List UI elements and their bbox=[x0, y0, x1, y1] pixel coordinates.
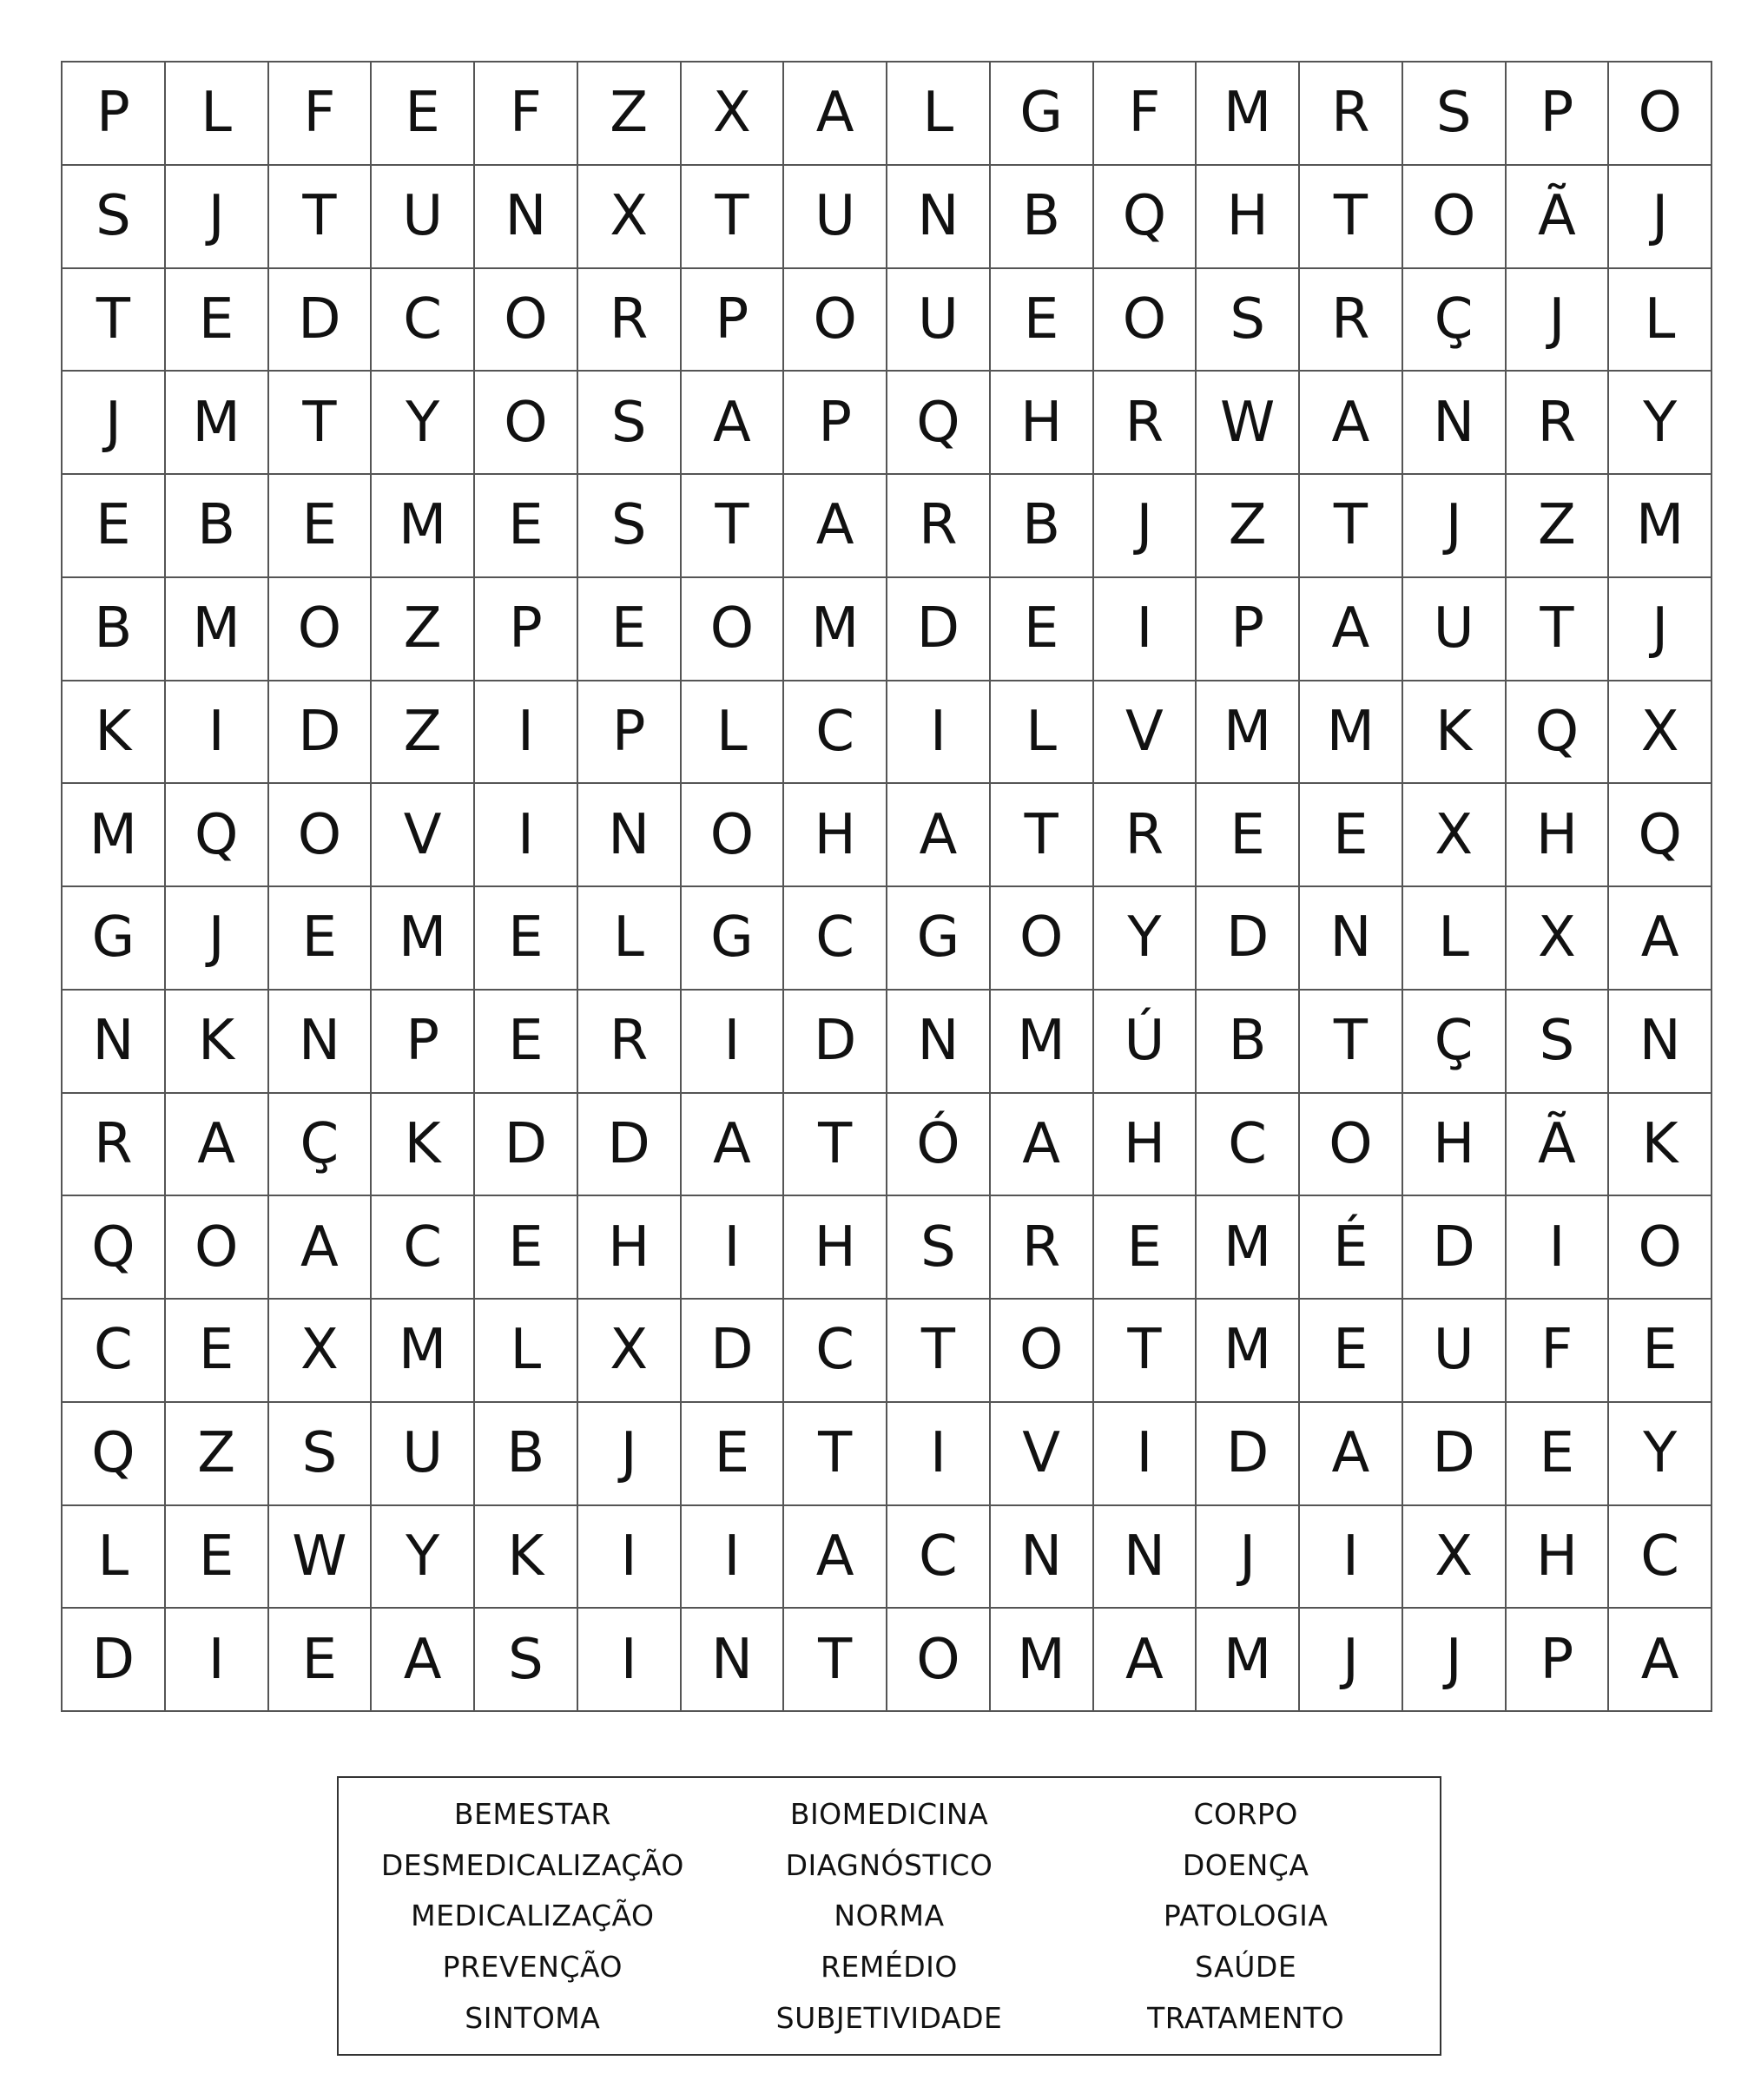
grid-cell[interactable]: D bbox=[887, 578, 991, 681]
grid-cell[interactable]: O bbox=[1094, 269, 1197, 372]
grid-cell[interactable]: C bbox=[887, 1506, 991, 1610]
grid-cell[interactable]: T bbox=[887, 1300, 991, 1403]
grid-cell[interactable]: U bbox=[887, 269, 991, 372]
word-bank-item: SINTOMA bbox=[465, 2001, 601, 2036]
grid-cell[interactable]: I bbox=[1094, 1403, 1197, 1506]
grid-cell[interactable]: A bbox=[991, 1094, 1094, 1197]
grid-cell[interactable]: X bbox=[269, 1300, 373, 1403]
word-bank-item: SAÚDE bbox=[1195, 1950, 1297, 1985]
grid-cell[interactable]: X bbox=[1507, 887, 1610, 991]
grid-cell[interactable]: Q bbox=[1507, 681, 1610, 785]
grid-cell[interactable]: E bbox=[166, 1506, 269, 1610]
grid-cell[interactable]: Q bbox=[166, 784, 269, 887]
grid-cell[interactable]: G bbox=[682, 887, 785, 991]
grid-cell[interactable]: T bbox=[1300, 475, 1403, 578]
grid-cell[interactable]: H bbox=[784, 784, 887, 887]
grid-cell[interactable]: H bbox=[784, 1196, 887, 1300]
grid-cell[interactable]: L bbox=[682, 681, 785, 785]
grid-cell[interactable]: P bbox=[1507, 63, 1610, 166]
grid-cell[interactable]: A bbox=[269, 1196, 373, 1300]
grid-cell[interactable]: I bbox=[1300, 1506, 1403, 1610]
grid-cell[interactable]: R bbox=[578, 269, 682, 372]
grid-cell[interactable]: I bbox=[166, 681, 269, 785]
grid-cell[interactable]: T bbox=[269, 166, 373, 269]
word-bank-item: DOENÇA bbox=[1182, 1847, 1309, 1882]
grid-cell[interactable]: E bbox=[475, 887, 578, 991]
grid-cell[interactable]: E bbox=[682, 1403, 785, 1506]
grid-cell[interactable]: D bbox=[1403, 1403, 1507, 1506]
grid-cell[interactable]: M bbox=[1197, 63, 1300, 166]
grid-cell[interactable]: V bbox=[1094, 681, 1197, 785]
word-bank-item: PREVENÇÃO bbox=[442, 1950, 623, 1985]
grid-cell[interactable]: N bbox=[1094, 1506, 1197, 1610]
grid-cell[interactable]: C bbox=[784, 681, 887, 785]
word-bank-item: REMÉDIO bbox=[821, 1950, 958, 1985]
grid-cell[interactable]: J bbox=[1507, 269, 1610, 372]
grid-cell[interactable]: M bbox=[63, 784, 166, 887]
grid-cell[interactable]: Y bbox=[372, 1506, 475, 1610]
grid-cell[interactable]: K bbox=[1609, 1094, 1712, 1197]
grid-cell[interactable]: Z bbox=[372, 578, 475, 681]
grid-cell[interactable]: Q bbox=[887, 372, 991, 475]
grid-cell[interactable]: D bbox=[63, 1609, 166, 1712]
grid-cell[interactable]: U bbox=[372, 1403, 475, 1506]
grid-cell[interactable]: J bbox=[1609, 166, 1712, 269]
grid-cell[interactable]: B bbox=[991, 475, 1094, 578]
grid-cell[interactable]: I bbox=[682, 1506, 785, 1610]
grid-cell[interactable]: E bbox=[63, 475, 166, 578]
grid-cell[interactable]: S bbox=[578, 475, 682, 578]
grid-cell[interactable]: A bbox=[1609, 887, 1712, 991]
grid-cell[interactable]: A bbox=[887, 784, 991, 887]
grid-cell[interactable]: Q bbox=[1609, 784, 1712, 887]
grid-cell[interactable]: O bbox=[784, 269, 887, 372]
grid-cell[interactable]: N bbox=[887, 991, 991, 1094]
grid-cell[interactable]: U bbox=[784, 166, 887, 269]
grid-cell[interactable]: Q bbox=[63, 1196, 166, 1300]
grid-cell[interactable]: C bbox=[1609, 1506, 1712, 1610]
grid-cell[interactable]: Z bbox=[372, 681, 475, 785]
grid-cell[interactable]: Y bbox=[372, 372, 475, 475]
grid-cell[interactable]: S bbox=[578, 372, 682, 475]
grid-cell[interactable]: B bbox=[166, 475, 269, 578]
grid-cell[interactable]: F bbox=[1094, 63, 1197, 166]
grid-cell[interactable]: A bbox=[784, 63, 887, 166]
word-bank-item: NORMA bbox=[834, 1899, 945, 1933]
grid-cell[interactable]: H bbox=[991, 372, 1094, 475]
grid-cell[interactable]: X bbox=[1403, 1506, 1507, 1610]
grid-cell[interactable]: A bbox=[682, 1094, 785, 1197]
grid-cell[interactable]: Z bbox=[578, 63, 682, 166]
grid-cell[interactable]: N bbox=[1609, 991, 1712, 1094]
grid-cell[interactable]: O bbox=[991, 887, 1094, 991]
grid-cell[interactable]: T bbox=[784, 1403, 887, 1506]
grid-cell[interactable]: K bbox=[63, 681, 166, 785]
grid-cell[interactable]: Ã bbox=[1507, 1094, 1610, 1197]
grid-cell[interactable]: E bbox=[1300, 1300, 1403, 1403]
grid-cell[interactable]: M bbox=[166, 372, 269, 475]
grid-cell[interactable]: M bbox=[1197, 1609, 1300, 1712]
grid-cell[interactable]: G bbox=[63, 887, 166, 991]
grid-cell[interactable]: S bbox=[1403, 63, 1507, 166]
grid-cell[interactable]: W bbox=[269, 1506, 373, 1610]
grid-cell[interactable]: L bbox=[578, 887, 682, 991]
word-bank-item: DESMEDICALIZAÇÃO bbox=[380, 1847, 684, 1882]
grid-cell[interactable]: M bbox=[991, 1609, 1094, 1712]
grid-cell[interactable]: N bbox=[475, 166, 578, 269]
grid-cell[interactable]: D bbox=[1403, 1196, 1507, 1300]
grid-cell[interactable]: L bbox=[991, 681, 1094, 785]
grid-cell[interactable]: A bbox=[1300, 1403, 1403, 1506]
grid-cell[interactable]: D bbox=[682, 1300, 785, 1403]
grid-cell[interactable]: N bbox=[578, 784, 682, 887]
grid-cell[interactable]: A bbox=[372, 1609, 475, 1712]
grid-cell[interactable]: E bbox=[269, 475, 373, 578]
grid-cell[interactable]: J bbox=[1403, 475, 1507, 578]
grid-cell[interactable]: Y bbox=[1094, 887, 1197, 991]
grid-cell[interactable]: G bbox=[887, 887, 991, 991]
grid-cell[interactable]: M bbox=[1197, 681, 1300, 785]
grid-cell[interactable]: T bbox=[991, 784, 1094, 887]
grid-cell[interactable]: E bbox=[991, 269, 1094, 372]
grid-cell[interactable]: E bbox=[1507, 1403, 1610, 1506]
grid-cell[interactable]: F bbox=[475, 63, 578, 166]
grid-cell[interactable]: F bbox=[269, 63, 373, 166]
grid-cell[interactable]: X bbox=[1609, 681, 1712, 785]
grid-cell[interactable]: L bbox=[166, 63, 269, 166]
grid-cell[interactable]: O bbox=[1403, 166, 1507, 269]
grid-cell[interactable]: A bbox=[166, 1094, 269, 1197]
grid-cell[interactable]: H bbox=[1094, 1094, 1197, 1197]
letter-grid bbox=[61, 61, 1712, 1712]
grid-cell[interactable]: D bbox=[269, 681, 373, 785]
grid-cell[interactable]: N bbox=[682, 1609, 785, 1712]
grid-cell[interactable]: N bbox=[1300, 887, 1403, 991]
grid-cell[interactable]: A bbox=[784, 1506, 887, 1610]
grid-cell[interactable]: A bbox=[1609, 1609, 1712, 1712]
grid-cell[interactable]: C bbox=[784, 1300, 887, 1403]
grid-cell[interactable]: V bbox=[372, 784, 475, 887]
grid-cell[interactable]: I bbox=[887, 1403, 991, 1506]
grid-cell[interactable]: O bbox=[475, 372, 578, 475]
grid-cell[interactable]: T bbox=[1300, 166, 1403, 269]
grid-cell[interactable]: O bbox=[166, 1196, 269, 1300]
grid-cell[interactable]: X bbox=[1403, 784, 1507, 887]
grid-cell[interactable]: F bbox=[1507, 1300, 1610, 1403]
grid-cell[interactable]: Ç bbox=[1403, 991, 1507, 1094]
grid-cell[interactable]: T bbox=[682, 166, 785, 269]
grid-cell[interactable]: E bbox=[166, 269, 269, 372]
grid-cell[interactable]: R bbox=[991, 1196, 1094, 1300]
grid-cell[interactable]: L bbox=[1609, 269, 1712, 372]
grid-cell[interactable]: R bbox=[1300, 269, 1403, 372]
grid-cell[interactable]: C bbox=[1197, 1094, 1300, 1197]
word-bank-item: TRATAMENTO bbox=[1147, 2001, 1345, 2036]
grid-cell[interactable]: M bbox=[1197, 1300, 1300, 1403]
word-bank-item: PATOLOGIA bbox=[1163, 1899, 1329, 1933]
grid-cell[interactable]: J bbox=[166, 887, 269, 991]
grid-cell[interactable]: B bbox=[991, 166, 1094, 269]
grid-cell[interactable]: Ç bbox=[269, 1094, 373, 1197]
grid-cell[interactable]: A bbox=[1300, 578, 1403, 681]
grid-cell[interactable]: M bbox=[1609, 475, 1712, 578]
grid-cell[interactable]: C bbox=[784, 887, 887, 991]
grid-cell[interactable]: Z bbox=[166, 1403, 269, 1506]
grid-cell[interactable]: M bbox=[372, 1300, 475, 1403]
grid-cell[interactable]: J bbox=[1300, 1609, 1403, 1712]
grid-cell[interactable]: S bbox=[63, 166, 166, 269]
grid-cell[interactable]: K bbox=[372, 1094, 475, 1197]
grid-cell[interactable]: A bbox=[784, 475, 887, 578]
grid-cell[interactable]: M bbox=[1197, 1196, 1300, 1300]
grid-cell[interactable]: D bbox=[784, 991, 887, 1094]
grid-cell[interactable]: Z bbox=[1197, 475, 1300, 578]
grid-cell[interactable]: I bbox=[1507, 1196, 1610, 1300]
grid-cell[interactable]: Q bbox=[1094, 166, 1197, 269]
grid-cell[interactable]: M bbox=[166, 578, 269, 681]
grid-cell[interactable]: E bbox=[166, 1300, 269, 1403]
grid-cell[interactable]: O bbox=[269, 578, 373, 681]
word-bank-item: SUBJETIVIDADE bbox=[775, 2001, 1003, 2036]
grid-cell[interactable]: T bbox=[682, 475, 785, 578]
grid-cell[interactable]: B bbox=[63, 578, 166, 681]
grid-cell[interactable]: E bbox=[1197, 784, 1300, 887]
grid-cell[interactable]: N bbox=[991, 1506, 1094, 1610]
word-bank-item: MEDICALIZAÇÃO bbox=[411, 1899, 655, 1933]
grid-cell[interactable]: R bbox=[1300, 63, 1403, 166]
grid-cell[interactable]: I bbox=[475, 681, 578, 785]
grid-cell[interactable]: E bbox=[578, 578, 682, 681]
word-bank-item: BEMESTAR bbox=[453, 1796, 611, 1831]
grid-cell[interactable]: R bbox=[1094, 784, 1197, 887]
grid-cell[interactable]: Ú bbox=[1094, 991, 1197, 1094]
grid-cell[interactable]: E bbox=[1300, 784, 1403, 887]
grid-cell[interactable]: G bbox=[991, 63, 1094, 166]
grid-cell[interactable]: E bbox=[1609, 1300, 1712, 1403]
grid-cell[interactable]: Q bbox=[63, 1403, 166, 1506]
grid-cell[interactable]: C bbox=[372, 269, 475, 372]
grid-cell[interactable]: R bbox=[63, 1094, 166, 1197]
grid-cell[interactable]: M bbox=[784, 578, 887, 681]
grid-cell[interactable]: I bbox=[578, 1506, 682, 1610]
grid-cell[interactable]: R bbox=[1507, 372, 1610, 475]
grid-cell[interactable]: Y bbox=[1609, 1403, 1712, 1506]
grid-cell[interactable]: S bbox=[887, 1196, 991, 1300]
grid-cell[interactable]: K bbox=[166, 991, 269, 1094]
grid-cell[interactable]: R bbox=[1094, 372, 1197, 475]
grid-cell[interactable]: P bbox=[578, 681, 682, 785]
word-bank-item: CORPO bbox=[1193, 1796, 1298, 1831]
grid-cell[interactable]: I bbox=[166, 1609, 269, 1712]
grid-cell[interactable]: D bbox=[269, 269, 373, 372]
grid-cell[interactable]: E bbox=[991, 578, 1094, 681]
grid-cell[interactable]: P bbox=[1507, 1609, 1610, 1712]
grid-cell[interactable]: O bbox=[682, 784, 785, 887]
grid-cell[interactable]: V bbox=[991, 1403, 1094, 1506]
grid-cell[interactable]: L bbox=[63, 1506, 166, 1610]
grid-cell[interactable]: J bbox=[1094, 475, 1197, 578]
grid-cell[interactable]: P bbox=[63, 63, 166, 166]
grid-cell[interactable]: E bbox=[269, 887, 373, 991]
grid-cell[interactable]: J bbox=[63, 372, 166, 475]
grid-cell[interactable]: T bbox=[1300, 991, 1403, 1094]
grid-cell[interactable]: D bbox=[1197, 887, 1300, 991]
grid-cell[interactable]: K bbox=[475, 1506, 578, 1610]
grid-cell[interactable]: B bbox=[1197, 991, 1300, 1094]
grid-cell[interactable]: P bbox=[682, 269, 785, 372]
grid-cell[interactable]: A bbox=[1094, 1609, 1197, 1712]
grid-cell[interactable]: J bbox=[166, 166, 269, 269]
grid-cell[interactable]: I bbox=[578, 1609, 682, 1712]
grid-cell[interactable]: B bbox=[475, 1403, 578, 1506]
grid-cell[interactable]: L bbox=[887, 63, 991, 166]
grid-cell[interactable]: U bbox=[1403, 1300, 1507, 1403]
grid-cell[interactable]: Ç bbox=[1403, 269, 1507, 372]
grid-cell[interactable]: M bbox=[372, 475, 475, 578]
word-bank-item: BIOMEDICINA bbox=[789, 1796, 989, 1831]
grid-cell[interactable]: O bbox=[1300, 1094, 1403, 1197]
grid-cell[interactable]: H bbox=[1403, 1094, 1507, 1197]
grid-cell[interactable]: Ó bbox=[887, 1094, 991, 1197]
grid-cell[interactable]: S bbox=[1197, 269, 1300, 372]
grid-cell[interactable]: X bbox=[578, 1300, 682, 1403]
grid-cell[interactable]: S bbox=[475, 1609, 578, 1712]
grid-cell[interactable]: M bbox=[1300, 681, 1403, 785]
grid-cell[interactable]: O bbox=[682, 578, 785, 681]
grid-cell[interactable]: S bbox=[1507, 991, 1610, 1094]
grid-cell[interactable]: R bbox=[578, 991, 682, 1094]
grid-cell[interactable]: T bbox=[269, 372, 373, 475]
grid-cell[interactable]: O bbox=[887, 1609, 991, 1712]
grid-cell[interactable]: E bbox=[475, 991, 578, 1094]
grid-cell[interactable]: T bbox=[784, 1094, 887, 1197]
grid-cell[interactable]: N bbox=[63, 991, 166, 1094]
grid-cell[interactable]: K bbox=[1403, 681, 1507, 785]
grid-cell[interactable]: W bbox=[1197, 372, 1300, 475]
grid-cell[interactable]: I bbox=[682, 1196, 785, 1300]
grid-cell[interactable]: L bbox=[1403, 887, 1507, 991]
grid-cell[interactable]: H bbox=[1507, 784, 1610, 887]
grid-cell[interactable]: P bbox=[475, 578, 578, 681]
grid-cell[interactable]: A bbox=[1300, 372, 1403, 475]
grid-cell[interactable]: T bbox=[784, 1609, 887, 1712]
grid-cell[interactable]: I bbox=[475, 784, 578, 887]
grid-cell[interactable]: M bbox=[991, 991, 1094, 1094]
grid-cell[interactable]: J bbox=[578, 1403, 682, 1506]
word-bank bbox=[337, 1776, 1441, 2056]
grid-cell[interactable]: U bbox=[1403, 578, 1507, 681]
grid-cell[interactable]: O bbox=[991, 1300, 1094, 1403]
word-bank-item: DIAGNÓSTICO bbox=[785, 1847, 993, 1882]
grid-cell[interactable]: Ã bbox=[1507, 166, 1610, 269]
grid-cell[interactable]: I bbox=[887, 681, 991, 785]
grid-cell[interactable]: N bbox=[1403, 372, 1507, 475]
grid-cell[interactable]: E bbox=[1094, 1196, 1197, 1300]
grid-cell[interactable]: P bbox=[784, 372, 887, 475]
grid-cell[interactable]: R bbox=[887, 475, 991, 578]
grid-cell[interactable]: X bbox=[682, 63, 785, 166]
grid-cell[interactable]: Z bbox=[1507, 475, 1610, 578]
grid-cell[interactable]: E bbox=[475, 1196, 578, 1300]
grid-cell[interactable]: D bbox=[475, 1094, 578, 1197]
grid-cell[interactable]: T bbox=[1507, 578, 1610, 681]
grid-cell[interactable]: O bbox=[475, 269, 578, 372]
grid-cell[interactable]: S bbox=[269, 1403, 373, 1506]
grid-cell[interactable]: A bbox=[682, 372, 785, 475]
grid-cell[interactable]: T bbox=[63, 269, 166, 372]
grid-cell[interactable]: E bbox=[475, 475, 578, 578]
grid-cell[interactable]: Y bbox=[1609, 372, 1712, 475]
grid-cell[interactable]: J bbox=[1609, 578, 1712, 681]
grid-cell[interactable]: P bbox=[1197, 578, 1300, 681]
grid-cell[interactable]: E bbox=[372, 63, 475, 166]
grid-cell[interactable]: É bbox=[1300, 1196, 1403, 1300]
grid-cell[interactable]: N bbox=[269, 991, 373, 1094]
grid-cell[interactable]: H bbox=[578, 1196, 682, 1300]
grid-cell[interactable]: D bbox=[1197, 1403, 1300, 1506]
grid-cell[interactable]: P bbox=[372, 991, 475, 1094]
grid-cell[interactable]: I bbox=[682, 991, 785, 1094]
grid-cell[interactable]: U bbox=[372, 166, 475, 269]
grid-cell[interactable]: T bbox=[1094, 1300, 1197, 1403]
grid-cell[interactable]: H bbox=[1507, 1506, 1610, 1610]
grid-cell[interactable]: M bbox=[372, 887, 475, 991]
grid-cell[interactable]: L bbox=[475, 1300, 578, 1403]
grid-cell[interactable]: H bbox=[1197, 166, 1300, 269]
grid-cell[interactable]: D bbox=[578, 1094, 682, 1197]
grid-cell[interactable]: O bbox=[1609, 63, 1712, 166]
grid-cell[interactable]: J bbox=[1197, 1506, 1300, 1610]
grid-cell[interactable]: E bbox=[269, 1609, 373, 1712]
grid-cell[interactable]: I bbox=[1094, 578, 1197, 681]
grid-cell[interactable]: C bbox=[63, 1300, 166, 1403]
grid-cell[interactable]: O bbox=[1609, 1196, 1712, 1300]
grid-cell[interactable]: X bbox=[578, 166, 682, 269]
grid-cell[interactable]: N bbox=[887, 166, 991, 269]
grid-cell[interactable]: O bbox=[269, 784, 373, 887]
grid-cell[interactable]: J bbox=[1403, 1609, 1507, 1712]
grid-cell[interactable]: C bbox=[372, 1196, 475, 1300]
